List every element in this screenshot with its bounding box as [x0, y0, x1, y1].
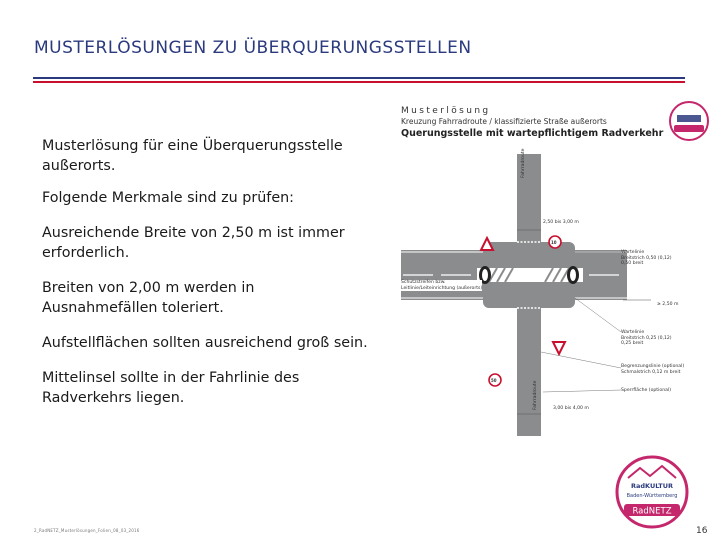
point-median-island: Mittelinsel sollte in der Fahrlinie des Radverkehrs liegen.: [42, 370, 300, 406]
logo-brand: RadNETZ: [632, 506, 672, 517]
radnetz-logo-graphic: [614, 454, 690, 530]
sign-speed-top: 10: [551, 240, 557, 245]
title-rule-red: [33, 81, 685, 83]
point-waiting-area: Aufstellflächen sollten ausreichend groß sein.: [42, 335, 368, 351]
body-text: [42, 136, 372, 423]
label-left-note: Schutzstreifen bzw. Leitlinie/Leiteinrichtung (außerorts): [401, 280, 483, 291]
footer-note: 2_RadNETZ_Musterlösungen_Folien_08_03_2016: [34, 528, 140, 533]
radnetz-logo-small-graphic: [668, 100, 710, 142]
intro-text: Musterlösung für eine Überquerungsstelle außerorts.: [42, 138, 343, 174]
point-exception: Breiten von 2,00 m werden in Ausnahmefällen toleriert.: [42, 280, 255, 316]
sign-speed-bottom: 50: [491, 378, 497, 383]
label-dim-island: ≥ 2,50 m: [657, 302, 679, 307]
point-width: Ausreichende Breite von 2,50 m ist immer erforderlich.: [42, 225, 345, 261]
label-edge-line: Wartelinie Breitstrich 0,25 (0,12) 0,25 breit: [621, 330, 672, 346]
label-blocked-area: Sperrfläche (optional): [621, 388, 671, 393]
label-dim-top: 2,50 bis 3,00 m: [543, 220, 579, 225]
title-rule-blue: [33, 77, 685, 79]
plan-kicker: Musterlösung: [401, 106, 491, 116]
plan-header: [401, 106, 663, 139]
crossing-plan: [393, 102, 715, 440]
label-cycle-route-top: Fahrradroute: [521, 148, 526, 178]
check-heading: Folgende Merkmale sind zu prüfen:: [42, 190, 295, 206]
label-cycle-route-bottom: Fahrradroute: [533, 380, 538, 410]
slide-title: MUSTERLÖSUNGEN ZU ÜBERQUERUNGSSTELLEN: [34, 38, 472, 58]
radnetz-logo-small: [668, 100, 710, 142]
label-warn-line: Wartelinie Breitstrich 0,50 (0,12) 0,50 breit: [621, 250, 672, 266]
radnetz-logo: [614, 454, 690, 530]
plan-title: Querungsstelle mit wartepflichtigem Radverkehr: [401, 128, 664, 139]
plan-subtitle: Kreuzung Fahrradroute / klassifizierte Straße außerorts: [401, 117, 607, 126]
label-boundary-line: Begrenzungslinie (optional) Schmalstrich 0,12 m breit: [621, 364, 685, 375]
logo-line1: RadKULTUR: [630, 482, 674, 490]
logo-line2: Baden-Württemberg: [626, 493, 678, 499]
label-dim-bottom: 3,00 bis 4,00 m: [553, 406, 589, 411]
page-number: 16: [696, 526, 708, 536]
